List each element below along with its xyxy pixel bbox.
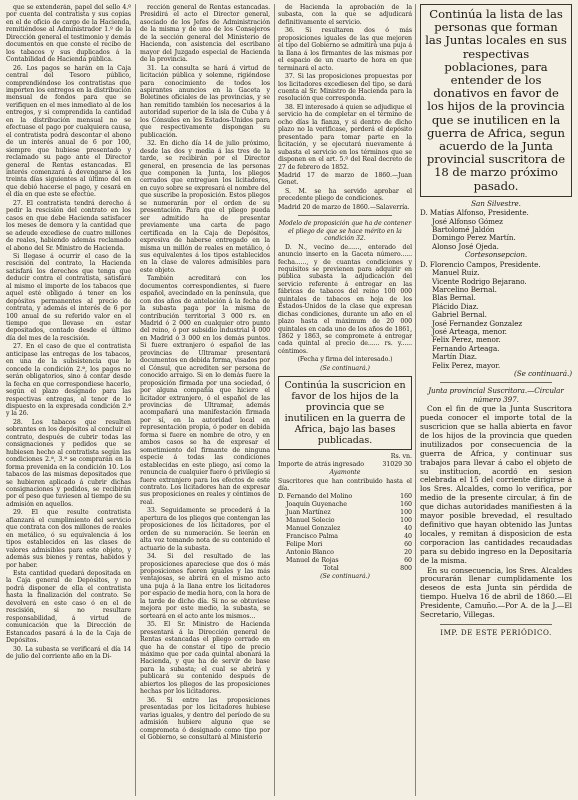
subscriber-row — [278, 517, 412, 525]
junta-member: José Fernandez Gonzalez — [432, 318, 523, 328]
subscriber-list — [278, 493, 412, 564]
town-member-list — [420, 261, 572, 370]
total-row — [278, 565, 412, 573]
paragraph: S. M. se ha servido aprobar el precedente pliego de condiciones. — [278, 187, 412, 203]
paragraph: Si llegase á ocurrir el caso de la rescisión del contrato, la Hacienda satisfará los derechos que tenga que deducir contra el contratista, satisfará al mismo el importe de los tabacos que aquel esté obligado á tener en los depósitos permanentes al precio de contrata, y además el interés de 6 por 100 anual de su referido valor en el tiempo que llevase en estar depositados, contado desde el último día del mes de la rescisión. — [6, 252, 131, 342]
town-title: San Silvestre. — [471, 198, 521, 208]
paragraph: Esta cantidad quedará depositada en la Caja general de Depósitos, y no podrá disponer de ella el contratista hasta la finalización del contrato. Se devolverá en este caso ó en el de rescisión, si no resultare responsabilidad, á virtud de comunicación que la Dirección de Estancados pasará á la de la Caja de Depósitos. — [6, 569, 131, 645]
divider — [298, 215, 392, 216]
subscriber-amount: 160 — [400, 493, 412, 501]
circular-text: En su consecuencia, los Sres. Alcaldes procurarán llenar cumplidamente los deseos de esta Junta sin pérdida de tiempo. Huelva 16 de abril de 1860.—El Presidente, Camuño.—Por A. de la J.—El Secretario, Villegas. — [420, 565, 572, 620]
subscriber-name: Francisco Palma — [286, 533, 338, 540]
paragraph: 29. El que resulte contratista afianzará el cumplimiento del servicio que contrata con dos millones de reales en metálico, ó su equivalencia á los tipos establecidos en las clases de valores admisibles para este objeto, y además sus bienes y rentas, habidos y por haber. — [6, 509, 131, 569]
junta-member: Domingo Perez Martín. — [432, 233, 516, 243]
junta-member: Plácido Diaz. — [432, 301, 479, 311]
column-1 — [6, 4, 131, 796]
town-title: Ayamonte — [329, 469, 361, 477]
signature: Madrid 20 de marzo de 1860.—Salaverría. — [278, 203, 410, 211]
paragraph: que se extenderán, papel del sello 4.º por cuenta del contratista y sus copias en el de oficio de cargo de la Hacienda, remitiéndose al Administrador 1.º de la Dirección general el testimonio y demás documentos en que conste el recibo de los tabacos y sus duplicados á la Contabilidad de Hacienda pública. — [6, 4, 131, 64]
paragraph: 33. Seguidamente se procederá á la apertura de los pliegos que contengan las proposiciones de los licitadores, por el orden de su numeración. Se leerán en alta voz tomando nota de su contenido el actuario de la subasta. — [140, 507, 270, 552]
subscription-box-text: Continúa la suscricion en favor de los hijos de la provincia que se inutilicen en la guerra de Africa, bajo las bases publicadas. — [284, 380, 406, 447]
juntas-box — [420, 4, 572, 197]
paragraph: 38. El interesado á quien se adjudique el servicio ha de completar en el término de ocho días la fianza, y si dentro de dicho plazo no la verificase, perderá el depósito presentado para tomar parte en la licitación, y se ejecutará nuevamente á subasta el servicio en los términos que se disponen en el art. 5.º del Real decreto de 27 de febrero de 1852. — [278, 103, 412, 171]
subscriber-amount: 160 — [400, 501, 412, 509]
junta-member: Felix Perez, mayor. — [432, 360, 501, 370]
junta-member: Blas Bernal. — [432, 293, 476, 303]
circular-text: Con el fin de que la Junta Suscritora pueda conocer el importe total de la suscricion que se halla abierta en favor de los hijos de la provincia que queden inutilizados por consecuencia de la guerra de Africa, y continuar sus trabajos para llevar á cabo el objeto de su institucion, acordó en sesion celebrada el 15 del corriente dirigirse á los Sres. Alcaldes, como lo verifica, por medio de la presente circular, á fin de que dichas autoridades manifiesten á la mayor posible brevedad, el resultado definitivo que hayan obtenido las Juntas locales, y remitan á disposicion de esta corporacion las cantidades recaudadas para su debido ingreso en la Depositaría de la misma. — [420, 404, 572, 565]
subscriber-row — [278, 509, 412, 517]
subscriber-amount: 20 — [404, 548, 412, 556]
newspaper-page — [6, 4, 572, 796]
divider — [440, 624, 552, 625]
junta-member: José Arteaga, menor. — [432, 326, 507, 336]
junta-member: Bartolomé Jaldón — [432, 225, 495, 235]
circular-title: Junta provincial Suscritora.—Circular número 397. — [428, 386, 564, 404]
subscriber-row — [278, 493, 412, 501]
paragraph: 30. La subasta se verificará el día 14 de julio del corriente año en la Di- — [6, 645, 131, 660]
paragraph: rección general de Rentas estancadas. Presidirá el acto el Director general, asociado de los Jefes de Administración de la misma y de uno de los Consejeros de la sección general del Ministerio de Hacienda, con asistencia del escribano mayor del Juzgado especial de Hacienda de la provincia. — [140, 4, 270, 64]
subscriber-name: Felipe Mori — [286, 540, 323, 548]
junta-member: José Alfonso Gómez — [432, 216, 503, 226]
subscriber-row — [278, 557, 412, 565]
continued-note: (Se continuará.) — [320, 572, 370, 580]
subscriber-amount: 60 — [404, 556, 412, 564]
subscription-table — [278, 453, 412, 469]
paragraph: 27. En el caso de que el contratista anticipase las entregas de los tabacos, en una de la subsistencia que le concede la condición 2.ª, los pagos no serán obligatorios, sino á contar desde la fecha en que correspondiese hacerlo, según el plazo designado para las respectivas entregas, al tenor de lo dispuesto en la expresada condición 2.ª y la 26. — [6, 343, 131, 418]
subscriber-row — [278, 541, 412, 549]
junta-member: Vicente Rodrigo Bejarano. — [432, 276, 527, 286]
subscriber-row — [278, 549, 412, 557]
junta-member: Felix Perez, menor. — [432, 335, 501, 345]
subscriber-name: Joaquín Guyenache — [286, 501, 347, 509]
paragraph: (Fecha y firma del interesado.) — [297, 356, 393, 364]
model-title: Modelo de proposición que ha de contener el pliego de que se hace mérito en la condición 32. — [278, 220, 412, 243]
column-3 — [278, 4, 412, 796]
subscriber-amount: 40 — [404, 525, 412, 533]
paragraph: 27. El contratista tendrá derecho á pedir la rescisión del contrato en los casos en que debe Hacienda satisfacer los meses de demora y la cantidad que se adeude excediese de cuatro millones de reales, habiendo además reclamado el abono del Sr. Ministro de Hacienda. — [6, 199, 131, 252]
column-rule — [415, 4, 416, 796]
junta-member: D. Florencio Campos, Presidente. — [420, 259, 541, 269]
total-amount: 800 — [400, 564, 412, 572]
junta-member: D. Matías Alfonso, Presidente. — [420, 208, 529, 218]
subscriber-amount: 100 — [400, 509, 412, 517]
junta-member: Marcelino Bernal. — [432, 284, 497, 294]
paragraph: 31. La consulta se hará á virtud de licitación pública y solemne, rigiéndose para conocimiento de todos los aspirantes anuncios en la Gaceta y Boletines oficiales de las provincias, y se han remitido también los necesarios á la autoridad superior de la isla de Cuba y á los Cónsules en los Estados-Unidos para que respectivamente dispongan su publicación. — [140, 64, 270, 139]
total-label: Total — [323, 564, 339, 572]
column-rule — [135, 4, 136, 796]
paragraph: 35. El Sr. Ministro de Hacienda presentará á la Dirección general de Rentas estancadas el pliego cerrado en que ha de constar el tipo de precio máximo que por cada quintal abonará la Hacienda, y que ha de servir de base para la subasta; el cual se abrirá y publicará su contenido después de abiertos los pliegos de las proposiciones hechas por los licitadores. — [140, 621, 270, 696]
paragraph: 28. Los tabacos que resulten sobrantes en los depósitos al concluir el contrato, después de cubrir todas las consignaciones y pedidos que se hubiesen hecho al contratista según las condiciones 2.ª, 3.ª se comprarán en la forma prevenida en la condición 10. Los tabacos de las mismas depositados que se hubieren aplicado á cubrir dichas consignaciones y pedidos, se recibirán por el peso que tuviesen al tiempo de su admisión en aquellos. — [6, 418, 131, 508]
paragraph: 34. Si del resultado de las proposiciones apareciese que dos ó más proposiciones fueren iguales y las más ventajosas, se abrirá en el mismo acto una puja á la llana entre los licitadores por espacio de media hora, con la hora de la tarde de dicho día. Si no se obtuviese mejora por este medio, la subasta, se sorteará en el acto ante los mismos... — [140, 553, 270, 620]
column-4 — [420, 4, 572, 796]
paragraph: D. N., vecino de......, enterado del anuncio inserto en la Gaceta número...... fecha......, y de cuantas condiciones y requisitos se previenen para adquirir en pública subasta la adjudicación del servicio referente á entregar en las fábricas de tabacos del reino 100 000 quintales de tabacos en hoja de los Estados-Unidos de la clase que expresan dichas condiciones, durante un año en el plazo hasta el máximum de 20 000 quintales en cada uno de los años de 1861, 1862 y 1863, se compromete á entregar cada quintal al precio de...... rs. y...... céntimos. — [278, 243, 412, 355]
junta-member: Gabriel Bernal. — [432, 310, 487, 320]
subscriber-row — [278, 525, 412, 533]
continued-note: (Se continuará.) — [320, 364, 370, 372]
subscriber-amount: 40 — [404, 533, 412, 540]
juntas-box-text: Continúa la lista de las personas que forman las Juntas locales en sus respectivas poblaciones, para entender de los donativos en favor de los hijos de la provincia que se inutilicen en la guerra de Africa, segun acuerdo de la Junta provincial suscritora de 18 de marzo próximo pasado. — [425, 7, 567, 193]
paragraph: de Hacienda la aprobación de la subasta, con la que se adjudicará definitivamente el servicio. — [278, 4, 412, 26]
column-rule — [274, 4, 275, 796]
town-member-list — [420, 209, 572, 251]
subscriber-amount: 60 — [404, 540, 412, 548]
column-2 — [140, 4, 270, 796]
divider — [440, 382, 552, 383]
town-title: Cortesonsepcion. — [464, 250, 528, 260]
junta-member: Manuel Ruiz. — [432, 268, 480, 278]
previous-label: Importe de atrás ingresado — [278, 461, 364, 469]
junta-member: Martín Diaz. — [432, 352, 477, 362]
paragraph: 36. Si resultaren dos ó más proposiciones iguales de las que mejoren el tipo del Gobierno se admitirá una puja á la llana á los firmantes de las mismas por el espacio de un cuarto de hora en que terminará el acto. — [278, 27, 412, 72]
subscription-box — [278, 376, 412, 450]
junta-member: Fernando Arteaga. — [432, 343, 500, 353]
paragraph: 37. Si las proposiciones propuestas por los licitadores excediesen del tipo, se dará cuenta al Sr. Ministro de Hacienda para la resolución que corresponda. — [278, 73, 412, 103]
subscriber-name: Manuel Solecio — [286, 517, 335, 525]
subscriber-name: Antonio Blanco — [286, 548, 334, 556]
paragraph: 36. Si entre las proposiciones presentadas por los licitadores hubiese varias iguales, y dentro del período de su admisión hubiere alguno que se comprometa ó designado como tipo por el Gobierno, se consultará al Ministerio — [140, 696, 270, 741]
printer-note: IMP. DE ESTE PERIÓDICO. — [440, 627, 552, 637]
currency-label: Rs. vn. — [390, 453, 412, 461]
previous-amount: 31029 30 — [382, 461, 412, 469]
subscriber-name: D. Fernando del Molino — [278, 493, 353, 501]
subscriber-amount: 100 — [400, 517, 412, 525]
subscriber-row — [278, 501, 412, 509]
subscriber-row — [278, 533, 412, 541]
paragraph: 26. Los pagos se harán en la Caja central del Tesoro público, comprendiéndose los contratistas que importen los entregos en la distribución mensual de fondos para que se verifiquen en el mes inmediato al de los entregos, y si comprendida la cantidad en la distribución mensual no se efectuase el pago por cualquiera causa, el contratista podrá descontar el abono de un interés anual de 6 por 100, siempre que hubiese presentado y reclamado su pago ante el Director general de Rentas estancadas. El interés comenzará á devengarse á los treinta días siguientes al último del en que debió hacerse el pago, y cesará en el día en que este se efectúe. — [6, 64, 131, 199]
junta-member: Alonso José Ojeda. — [432, 241, 499, 251]
signature: Madrid 17 de marzo de 1860.—Juan Genet. — [278, 171, 412, 187]
subscriber-name: Manuel de Rojas — [286, 556, 339, 564]
paragraph: También acreditará con los documentos correspondientes, si fuere español, avecindado en la península, que con dos años de antelación á la fecha de la subasta paga por la misma de contribución territorial 3 000 rs. en Madrid ó 2 000 en cualquier otro punto del reino, ó por subsidio industrial 4 000 en Madrid ó 3 000 en los demás puntos. Si fuere extranjero ó español de las provincias de Ultramar presentará documentos en debida forma, visados por el Cónsul, que acrediten ser persona de conocido arraigo. Si en lo demás fuere la proposición firmada por una sociedad, ó por alguna compañía que hiciere el licitador extranjero, ó el español de las provincias de Ultramar, además acompañará una manifestación firmada por sí, en la autoridad local en representación propia, ó poder en debida forma si fuere en nombre de otro, y en ambos casos se ha de expresar el sometimiento del firmante de ninguna especie á todas las condiciones establecidas en este pliego, así como la renuncia de cualquier fuero ó privilegio si fuere extranjero para los efectos de este contrato. Los licitadores han de expresar sus proposiciones en reales y céntimos de real. — [140, 275, 270, 506]
subscriber-name: Juan Martínez — [286, 509, 331, 517]
paragraph: 32. En dicho día 14 de julio próximo, desde las dos y media á las tres de la tarde, se recibirán por el Director general, en presencia de las personas que componen la Junta, los pliegos cerrados que entreguen los licitadores, en cuyo sobre se expresará el nombre del que suscribe la proposición. Estos pliegos se numerarán por el orden de su presentación. Para que el pliego pueda ser admitido ha de presentar previamente una carta de pago certificada en la Caja de Depósitos, expresiva de haberse entregado en la misma un millón de reales en metálico, ó sus equivalentes á los tipos establecidos en la clase de valores admisibles para este objeto. — [140, 140, 270, 274]
town-intro: Suscritores que han contribuido hasta el día. — [278, 477, 412, 493]
continued-note: (Se continuará.) — [514, 368, 572, 378]
subscriber-name: Manuel Gonzalez — [286, 525, 341, 533]
